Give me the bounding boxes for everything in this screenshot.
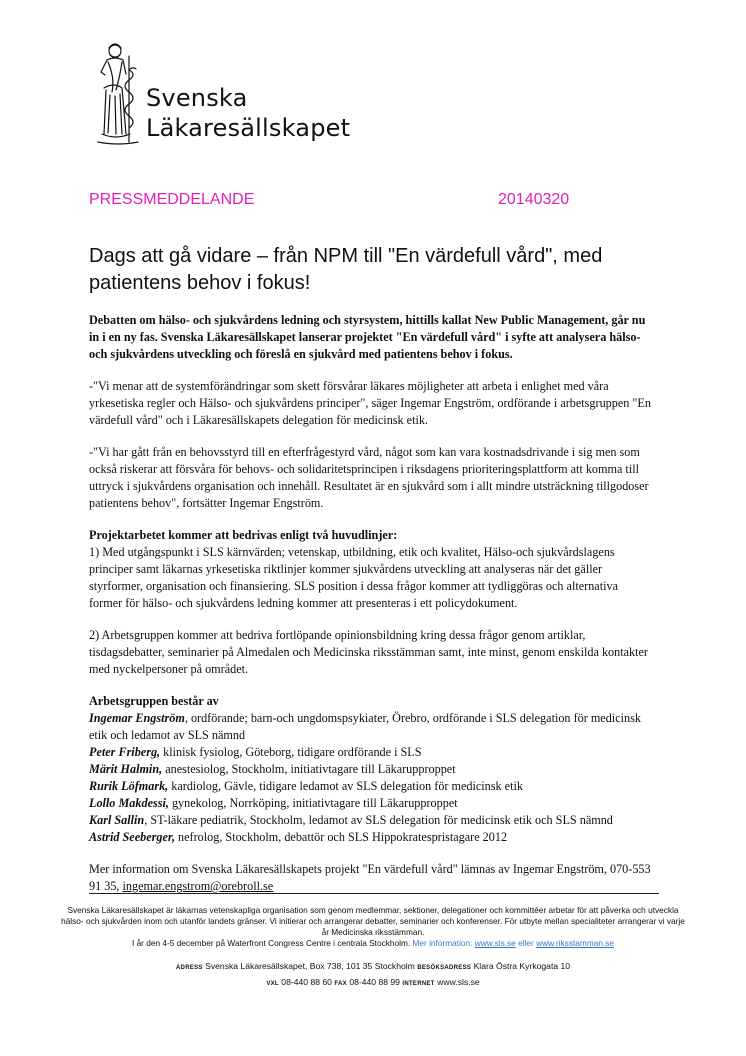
footer-address-line (60, 959, 686, 975)
member-desc: nefrolog, Stockholm, debattör och SLS Hippokratespristagare 2012 (175, 830, 508, 844)
contact-email-link[interactable]: ingemar.engstrom@orebroll.se (122, 879, 274, 893)
member-desc: , ST-läkare pediatrik, Stockholm, ledamot av SLS delegation för medicinsk etik och SLS nämnd (144, 813, 613, 827)
besoksadress-value: Klara Östra Kyrkogata 10 (473, 961, 571, 971)
group-heading: Arbetsgruppen består av (89, 694, 219, 708)
member-desc: kardiolog, Gävle, tidigare ledamot av SLS delegation för medicinsk etik (168, 779, 523, 793)
group-member (89, 710, 651, 744)
fax-label: FAX (334, 981, 347, 987)
internet-label: INTERNET (402, 981, 435, 987)
member-desc: , ordförande; barn-och ungdomspsykiater, Örebro, ordförande i SLS delegation för medicinsk etik och ledamot av SLS nämnd (89, 711, 641, 742)
quote-paragraph-1: -"Vi menar att de systemförändringar som skett försvårar läkares möjligheter att arbeta i enlighet med våra yrkesetiska regler och Hälso- och sjukvårdens principer", säger Ingemar Engström, ordförande i arbetsgruppen "En värdefull vård" och i Läkaresällskapets delegation för medicinsk etik. (89, 379, 651, 427)
vxl-value: 08-440 88 60 (281, 977, 332, 987)
group-member (89, 744, 651, 761)
project-line-1: 1) Med utgångspunkt i SLS kärnvärden; vetenskap, utbildning, etik och kvalitet, Hälso-och sjukvårdslagens principer samt läkarnas yrkesetiska riktlinjer kommer sjukvårdens utveckling att analyseras när det gäller styrformer, organisation och finansiering. SLS position i dessa frågor kommer att tydliggöras och alternativa former för hälso- och sjukvårdens ledning kommer att presenteras i ett policydokument. (89, 545, 618, 610)
besoksadress-label: BESÖKSADRESS (417, 965, 472, 971)
footer-or: eller (518, 938, 534, 948)
member-name: Ingemar Engström (89, 711, 185, 725)
logo-name-line1: Svenska (146, 84, 248, 112)
member-desc: klinisk fysiolog, Göteborg, tidigare ordförande i SLS (160, 745, 422, 759)
project-heading: Projektarbetet kommer att bedrivas enligt två huvudlinjer: (89, 528, 398, 542)
footer-event-line (60, 938, 686, 949)
group-section (89, 693, 651, 846)
member-name: Astrid Seeberger, (89, 830, 175, 844)
press-release-label: PRESSMEDDELANDE (89, 191, 255, 208)
footer (60, 905, 686, 991)
lead-paragraph: Debatten om hälso- och sjukvårdens ledning och styrsystem, hittills kallat New Public Management, går nu in i en ny fas. Svenska Läkaresällskapet lanserar projektet "En värdefull vård" i syfte att analysera hälso- och sjukvårdens utveckling och föreslå en sjukvård med patientens behov i fokus. (89, 313, 646, 361)
project-line-2: 2) Arbetsgruppen kommer att bedriva fortlöpande opinionsbildning kring dessa frågor genom artiklar, tisdagsdebatter, seminarier på Almedalen och Medicinska riksstämman samt, inte minst, genom enskilda kontakter med nyckelpersoner på området. (89, 628, 648, 676)
adress-value: Svenska Läkaresällskapet, Box 738, 101 35 Stockholm (205, 961, 415, 971)
press-release-date: 20140320 (498, 191, 570, 208)
headline: Dags att gå vidare – från NPM till "En värdefull vård", med patientens behov i fokus! (89, 245, 603, 294)
footer-divider (89, 893, 659, 894)
group-member (89, 829, 651, 846)
quote-paragraph-2: -"Vi har gått från en behovsstyrd till en efterfrågestyrd vård, något som kan vara kostnadsdrivande i sig men som också riskerar att försvåra för behovs- och solidaritetsprincipen i riksdagens prioriteringsplattform att komma till uttryck i sjukvårdens organisation och innehåll. Resultatet är en sjukvård som i allt mindre utsträckning tillgodoser patientens behov", fortsätter Ingemar Engström. (89, 445, 649, 510)
footer-address-block (60, 959, 686, 991)
footer-about: Svenska Läkaresällskapet är läkarnas vetenskapliga organisation som genom medlemmar, sektioner, delegationer och kommittéer arbetar för att påverka och utveckla hälso- och sjukvården inom och utanför landets gränser. Vi initierar och arrangerar debatter, seminarier och konferenser. För utbyte mellan specialiteter arrangerar vi varje år Medicinska riksstämman. (61, 905, 685, 937)
group-member (89, 761, 651, 778)
footer-event: I år den 4-5 december på Waterfront Congress Centre i centrala Stockholm. (131, 938, 411, 948)
article-body (89, 312, 651, 910)
project-section (89, 527, 651, 612)
more-info (89, 861, 651, 895)
logo (88, 40, 358, 150)
footer-contact-line (60, 975, 686, 991)
group-member (89, 778, 651, 795)
group-member (89, 795, 651, 812)
member-desc: anestesiolog, Stockholm, initiativtagare till Läkarupproppet (162, 762, 456, 776)
member-name: Märit Halmin, (89, 762, 163, 776)
footer-more-label: Mer information: (412, 938, 473, 948)
group-member (89, 812, 651, 829)
member-name: Karl Sallin (89, 813, 145, 827)
member-desc: gynekolog, Norrköping, initiativtagare till Läkarupproppet (168, 796, 458, 810)
sls-website-link[interactable]: www.sls.se (474, 938, 516, 948)
riksstamman-website-link[interactable]: www.riksstamman.se (536, 938, 615, 948)
internet-value: www.sls.se (437, 977, 480, 987)
member-name: Rurik Löfmark, (89, 779, 169, 793)
member-name: Peter Friberg, (89, 745, 161, 759)
more-info-text: Mer information om Svenska Läkaresällskapets projekt "En värdefull vård" lämnas av Ingemar Engström, 070-553 91 35, (89, 862, 651, 893)
logo-name-line2: Läkaresällskapet (146, 114, 351, 142)
asclepius-figure-icon (88, 40, 148, 150)
adress-label: ADRESS (175, 965, 203, 971)
vxl-label: VXL (266, 981, 279, 987)
member-name: Lollo Makdessi, (89, 796, 169, 810)
fax-value: 08-440 88 99 (349, 977, 400, 987)
